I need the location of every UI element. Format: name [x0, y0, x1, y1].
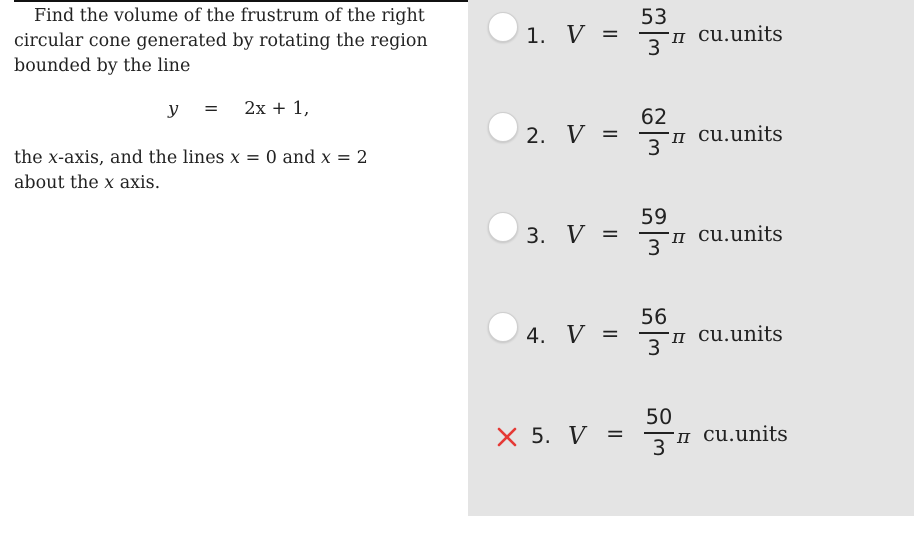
fraction-denominator: 3	[647, 336, 661, 360]
fraction-numerator: 56	[640, 305, 668, 329]
choice-equals: =	[601, 122, 620, 147]
fraction-denominator: 3	[647, 236, 661, 260]
equation-rhs: 2x + 1,	[244, 98, 310, 119]
choice-pi: π	[672, 24, 686, 48]
fraction-bar	[639, 32, 669, 34]
equation-equals: =	[203, 98, 219, 119]
choice-equals: =	[601, 22, 620, 47]
choice-equals: =	[601, 222, 620, 247]
question-text-continued	[14, 146, 454, 196]
choice-units: cu.units	[698, 222, 783, 246]
fraction-denominator: 3	[652, 436, 666, 460]
choice-equals: =	[601, 322, 620, 347]
line-equation	[168, 98, 310, 119]
choice-pi: π	[672, 124, 686, 148]
radio-button-icon[interactable]	[488, 212, 518, 242]
question-line-1: Find the volume of the frustrum of the right	[34, 6, 425, 26]
var-x: x	[321, 148, 331, 168]
fraction-bar	[639, 332, 669, 334]
choice-variable: V	[566, 21, 584, 49]
answer-choice-4[interactable]	[488, 304, 888, 374]
choice-variable: V	[566, 121, 584, 149]
radio-button-icon[interactable]	[488, 12, 518, 42]
choice-number: 1.	[526, 24, 547, 48]
choice-pi: π	[672, 224, 686, 248]
choice-units: cu.units	[698, 322, 783, 346]
choice-units: cu.units	[703, 422, 788, 446]
choice-variable: V	[568, 422, 586, 450]
fraction-numerator: 53	[640, 5, 668, 29]
answer-choice-3[interactable]	[488, 204, 888, 274]
choice-variable: V	[566, 221, 584, 249]
text-axis-lines: -axis, and the lines	[58, 148, 225, 168]
answer-choices-panel	[468, 0, 914, 516]
var-x: x	[230, 148, 240, 168]
var-x: x	[48, 148, 59, 168]
fraction-denominator: 3	[647, 136, 661, 160]
question-line-5	[14, 171, 454, 196]
answer-choice-5[interactable]	[488, 400, 888, 470]
text-axis: axis.	[119, 173, 161, 193]
fraction-bar	[639, 132, 669, 134]
choice-number: 2.	[526, 124, 547, 148]
choice-number: 4.	[526, 324, 547, 348]
question-text	[14, 4, 454, 79]
question-line-2: circular cone generated by rotating the region	[14, 31, 428, 51]
choice-fraction	[636, 304, 672, 362]
fraction-numerator: 50	[645, 405, 673, 429]
choice-fraction	[636, 204, 672, 262]
choice-pi: π	[672, 324, 686, 348]
choice-equals: =	[606, 422, 625, 447]
fraction-numerator: 62	[640, 105, 668, 129]
fraction-numerator: 59	[640, 205, 668, 229]
choice-units: cu.units	[698, 122, 783, 146]
choice-number: 3.	[526, 224, 547, 248]
fraction-denominator: 3	[647, 36, 661, 60]
choice-units: cu.units	[698, 22, 783, 46]
fraction-bar	[644, 432, 674, 434]
var-x: x	[104, 173, 115, 193]
answer-choice-2[interactable]	[488, 104, 888, 174]
answer-choice-1[interactable]	[488, 4, 888, 74]
choice-fraction	[636, 104, 672, 162]
equation-lhs: y	[168, 98, 179, 119]
close-x-icon	[496, 426, 518, 448]
text-about-the: about the	[14, 173, 99, 193]
text-eq-zero-and: = 0 and	[245, 148, 316, 168]
choice-number: 5.	[531, 424, 552, 448]
question-line-4	[14, 146, 454, 171]
question-line-3: bounded by the line	[14, 56, 191, 76]
choice-fraction	[636, 4, 672, 62]
choice-fraction	[641, 404, 677, 462]
text-eq-two: = 2	[336, 148, 368, 168]
choice-variable: V	[566, 321, 584, 349]
choice-pi: π	[677, 424, 691, 448]
radio-button-icon[interactable]	[488, 112, 518, 142]
radio-button-icon[interactable]	[488, 312, 518, 342]
fraction-bar	[639, 232, 669, 234]
text-the: the	[14, 148, 43, 168]
